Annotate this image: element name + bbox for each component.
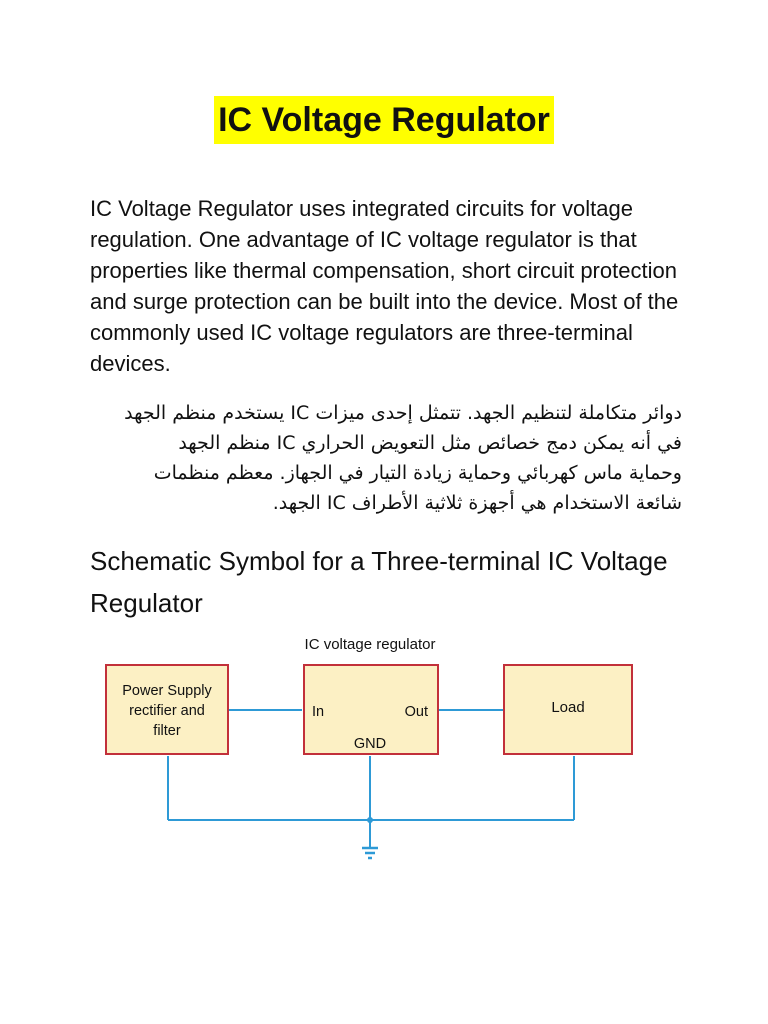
regulator-in-label: In (312, 704, 325, 720)
arabic-paragraph (90, 398, 682, 518)
arabic-line: وحماية ماس كهربائي وحماية زيادة التيار في الجهاز. معظم منظمات (153, 462, 682, 484)
regulator-schematic (100, 630, 640, 870)
power-block-line: filter (153, 723, 181, 739)
page-title: IC Voltage Regulator (214, 96, 554, 144)
load-label: Load (551, 699, 585, 716)
regulator-out-label: Out (404, 704, 428, 720)
section-heading: Schematic Symbol for a Three-terminal IC Voltage Regulator (90, 546, 668, 618)
title-container (0, 96, 768, 144)
junction-dot (367, 817, 373, 823)
ground-icon (362, 848, 378, 858)
power-block-line: Power Supply (122, 683, 212, 699)
power-block-line: rectifier and (129, 703, 205, 719)
arabic-line: في أنه يمكن دمج خصائص مثل التعويض الحراري IC منظم الجهد (178, 432, 682, 454)
diagram-caption: IC voltage regulator (304, 636, 436, 653)
intro-paragraph: IC Voltage Regulator uses integrated circuits for voltage regulation. One advantage of IC voltage regulator is that properties like thermal compensation, short circuit protection and surge protection can be built into the device. Most of the commonly used IC voltage regulators are three-terminal devices. (90, 196, 679, 376)
arabic-line: دوائر متكاملة لتنظيم الجهد. تتمثل إحدى ميزات IC يستخدم منظم الجهد (124, 402, 682, 424)
regulator-gnd-label: GND (353, 736, 387, 752)
arabic-line: شائعة الاستخدام هي أجهزة ثلاثية الأطراف IC الجهد. (272, 492, 682, 514)
